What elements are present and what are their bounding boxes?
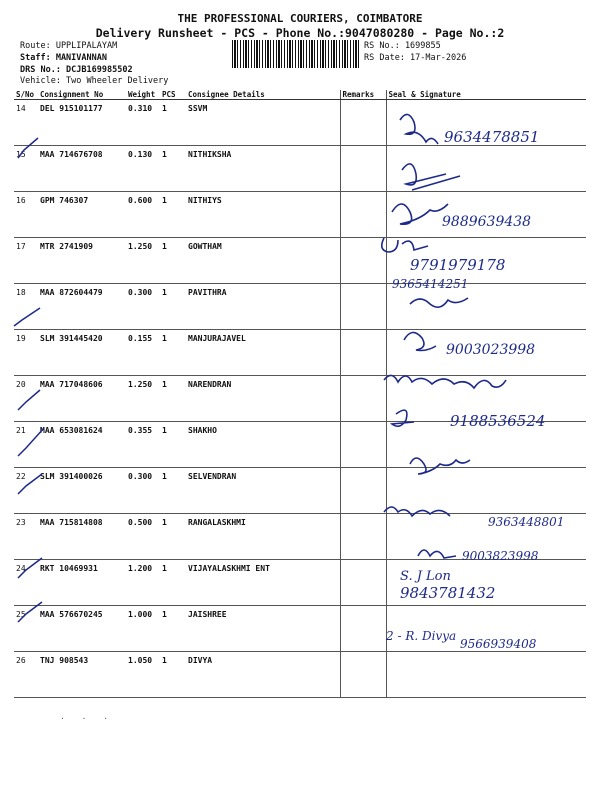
col-sno: S/No — [14, 90, 38, 100]
table-row — [14, 192, 586, 238]
row-sno: 26 — [14, 652, 38, 698]
row-pcs: 1 — [160, 146, 186, 192]
row-seal — [386, 284, 586, 330]
sig-phone: 9363448801 — [488, 515, 565, 529]
row-seal — [386, 192, 586, 238]
table-row — [14, 330, 586, 376]
row-sno: 17 — [14, 238, 38, 284]
row-sno: 19 — [14, 330, 38, 376]
row-consignment: SLM 391445420 — [38, 330, 126, 376]
row-weight: 0.300 — [126, 284, 160, 330]
row-sno: 22 — [14, 468, 38, 514]
row-consignee: RANGALASKHMI — [186, 514, 340, 560]
row-weight: 0.600 — [126, 192, 160, 238]
col-pcs: PCS — [160, 90, 186, 100]
row-weight: 1.250 — [126, 376, 160, 422]
row-pcs: 1 — [160, 284, 186, 330]
row-seal — [386, 146, 586, 192]
route-label: Route: UPPLIPALAYAM — [20, 41, 118, 51]
row-consignment: GPM 746307 — [38, 192, 126, 238]
row-sno: 24 — [14, 560, 38, 606]
row-consignment: MAA 715814808 — [38, 514, 126, 560]
table-row — [14, 652, 586, 698]
sig-phone: 9003023998 — [446, 342, 536, 358]
row-pcs: 1 — [160, 468, 186, 514]
row-consignee: SELVENDRAN — [186, 468, 340, 514]
col-weight: Weight — [126, 90, 160, 100]
row-consignment: DEL 915101177 — [38, 100, 126, 146]
row-weight: 0.310 — [126, 100, 160, 146]
row-consignment: SLM 391400026 — [38, 468, 126, 514]
row-pcs: 1 — [160, 422, 186, 468]
row-seal — [386, 238, 586, 284]
row-pcs: 1 — [160, 560, 186, 606]
table-row — [14, 514, 586, 560]
row-consignment: MAA 714676708 — [38, 146, 126, 192]
table-row — [14, 238, 586, 284]
row-remarks — [340, 652, 386, 698]
row-sno: 25 — [14, 606, 38, 652]
table-row — [14, 606, 586, 652]
row-weight: 0.300 — [126, 468, 160, 514]
row-sno: 16 — [14, 192, 38, 238]
row-consignee: PAVITHRA — [186, 284, 340, 330]
row-sno: 15 — [14, 146, 38, 192]
row-consignment: RKT 10469931 — [38, 560, 126, 606]
row-pcs: 1 — [160, 330, 186, 376]
table-row — [14, 284, 586, 330]
row-sno: 23 — [14, 514, 38, 560]
row-consignment: MAA 653081624 — [38, 422, 126, 468]
sig-phone: 9003823998 — [462, 549, 539, 563]
sig-phone: 9843781432 — [400, 584, 496, 602]
row-weight: 0.130 — [126, 146, 160, 192]
runsheet-subtitle: Delivery Runsheet - PCS - Phone No.:9047080280 - Page No.:2 — [95, 26, 505, 40]
row-seal — [386, 376, 586, 422]
row-consignee: SSVM — [186, 100, 340, 146]
row-consignment: MAA 576670245 — [38, 606, 126, 652]
row-consignee: JAISHREE — [186, 606, 340, 652]
row-consignee: NITHIYS — [186, 192, 340, 238]
row-remarks — [340, 468, 386, 514]
sig-name: 2 - R. Divya — [386, 629, 457, 643]
row-remarks — [340, 100, 386, 146]
row-remarks — [340, 422, 386, 468]
staff-label: Staff: MANIVANNAN — [20, 53, 107, 63]
table-row — [14, 560, 586, 606]
barcode — [232, 40, 360, 68]
row-weight: 1.250 — [126, 238, 160, 284]
col-remarks: Remarks — [340, 90, 386, 100]
rs-number: RS No.: 1699855 — [364, 41, 441, 51]
row-seal — [386, 606, 586, 652]
table-row — [14, 376, 586, 422]
row-weight: 0.500 — [126, 514, 160, 560]
row-consignment: MTR 2741909 — [38, 238, 126, 284]
row-pcs: 1 — [160, 238, 186, 284]
col-seal-signature: Seal & Signature — [386, 90, 586, 100]
sig-phone: 9634478851 — [444, 128, 540, 146]
row-pcs: 1 — [160, 100, 186, 146]
row-remarks — [340, 560, 386, 606]
row-sno: 18 — [14, 284, 38, 330]
row-remarks — [340, 146, 386, 192]
row-weight: 0.355 — [126, 422, 160, 468]
row-seal — [386, 100, 586, 146]
row-remarks — [340, 192, 386, 238]
row-pcs: 1 — [160, 192, 186, 238]
row-weight: 1.200 — [126, 560, 160, 606]
row-pcs: 1 — [160, 652, 186, 698]
row-consignee: SHAKHO — [186, 422, 340, 468]
company-title: THE PROFESSIONAL COURIERS, COIMBATORE — [177, 12, 423, 25]
row-consignee: DIVYA — [186, 652, 340, 698]
table-row — [14, 468, 586, 514]
row-consignment: MAA 717048606 — [38, 376, 126, 422]
sig-phone: 9365414251 — [392, 277, 469, 291]
row-remarks — [340, 238, 386, 284]
row-consignee: MANJURAJAVEL — [186, 330, 340, 376]
row-pcs: 1 — [160, 514, 186, 560]
row-sno: 21 — [14, 422, 38, 468]
row-remarks — [340, 376, 386, 422]
row-remarks — [340, 330, 386, 376]
runsheet-table — [14, 90, 586, 698]
sig-phone: 9889639438 — [442, 214, 532, 230]
sig-phone: 9188536524 — [450, 412, 546, 430]
table-header-row — [14, 90, 586, 100]
row-seal — [386, 330, 586, 376]
sig-name: S. J Lon — [400, 569, 451, 584]
row-seal — [386, 560, 586, 606]
row-pcs: 1 — [160, 606, 186, 652]
row-weight: 1.050 — [126, 652, 160, 698]
row-remarks — [340, 606, 386, 652]
row-pcs: 1 — [160, 376, 186, 422]
table-row — [14, 422, 586, 468]
table-row — [14, 146, 586, 192]
row-consignee: GOWTHAM — [186, 238, 340, 284]
col-consignment: Consignment No — [38, 90, 126, 100]
row-remarks — [340, 514, 386, 560]
row-consignment: TNJ 908543 — [38, 652, 126, 698]
row-remarks — [340, 284, 386, 330]
sig-phone: 9791979178 — [410, 256, 506, 274]
col-consignee: Consignee Details — [186, 90, 340, 100]
row-sno: 14 — [14, 100, 38, 146]
drs-number: DRS No.: DCJB169985502 — [20, 65, 133, 75]
vehicle-label: Vehicle: Two Wheeler Delivery — [20, 76, 169, 86]
rs-date: RS Date: 17-Mar-2026 — [364, 53, 467, 63]
row-consignment: MAA 872604479 — [38, 284, 126, 330]
row-seal — [386, 652, 586, 698]
row-consignee: NARENDRAN — [186, 376, 340, 422]
row-seal — [386, 468, 586, 514]
row-seal — [386, 422, 586, 468]
row-weight: 1.000 — [126, 606, 160, 652]
row-seal — [386, 514, 586, 560]
sig-phone: 9566939408 — [460, 637, 537, 651]
table-row — [14, 100, 586, 146]
scan-specks: · · · — [60, 714, 115, 723]
row-consignee: NITHIKSHA — [186, 146, 340, 192]
row-weight: 0.155 — [126, 330, 160, 376]
row-consignee: VIJAYALASKHMI ENT — [186, 560, 340, 606]
row-sno: 20 — [14, 376, 38, 422]
